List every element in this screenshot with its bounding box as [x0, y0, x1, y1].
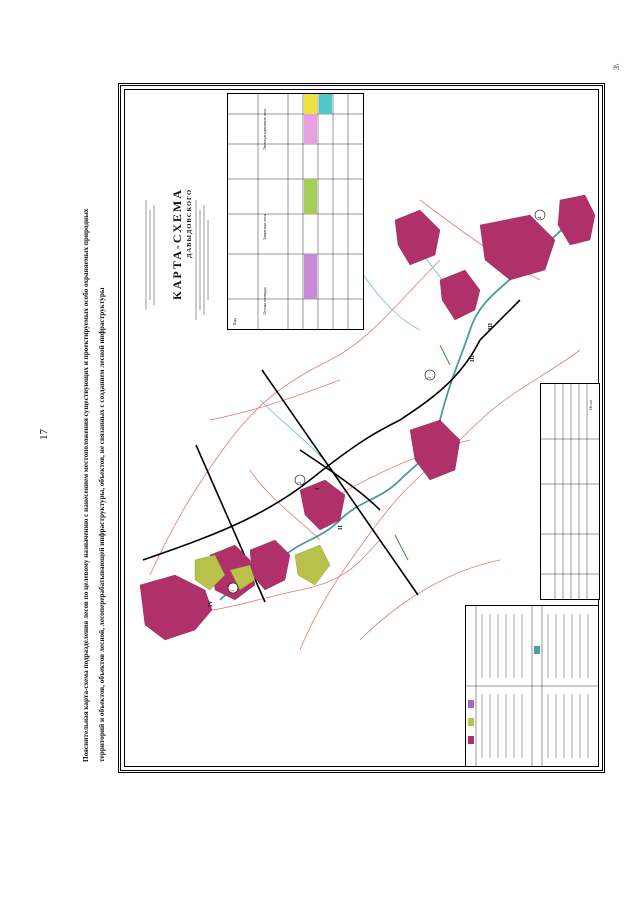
map-subtitle: ДАВЫДОВСКОГО — [186, 188, 193, 258]
legend-table-grid — [228, 94, 363, 329]
page-number: 17 — [38, 429, 50, 440]
legend-col-2: Защитные леса — [262, 214, 267, 240]
symbol-legend — [465, 605, 599, 767]
roman-label-4: II — [338, 525, 344, 530]
stat-table-grid — [541, 384, 599, 599]
legend-table — [227, 93, 364, 330]
roman-label-1: III — [470, 354, 476, 362]
circle-label-2: 2 — [298, 481, 303, 484]
caption-line-1: Пояснительная карта-схема подразделения лесов по целевому назначению с нанесением местоположения существующих и проектируемых особо охраняемых природных — [82, 208, 90, 762]
map-title: КАРТА-СХЕМА — [170, 188, 184, 300]
symbol-legend-grid — [466, 606, 598, 766]
caption-line-2: территорий и объектов, объектов лесной, лесоперерабатывающей инфраструктуры, объектов, не связанных с созданием лесной инфраструктуры — [98, 287, 106, 762]
stat-table-header: Итого — [588, 399, 593, 410]
circle-label-1: 1 — [231, 589, 236, 592]
roman-label-5: I — [315, 487, 321, 490]
title-fine-print — [140, 180, 220, 340]
circle-label-3: 3 — [428, 376, 433, 379]
legend-table-header: Вид — [232, 318, 237, 325]
circle-label-4: 4 — [538, 216, 543, 219]
corner-mark: 3\ — [612, 63, 621, 70]
legend-col-1: Лесная площадь — [262, 287, 267, 315]
roman-label-3: IV — [208, 600, 214, 607]
roman-label-2: III — [488, 322, 494, 330]
stat-table — [540, 383, 600, 600]
roads — [143, 300, 520, 602]
legend-col-3: Эксплуатационные леса — [262, 108, 267, 150]
